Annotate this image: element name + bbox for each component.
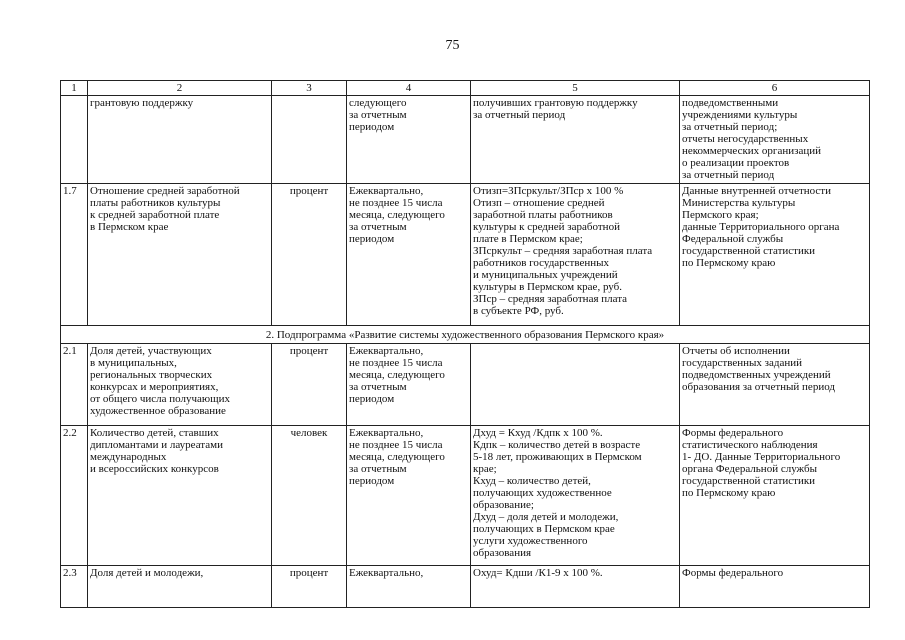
formula-cell: Отизп=ЗПсркульт/ЗПср х 100 % Отизп – отношение средней заработной платы работников культуры к средней заработной плате в Пермском крае; ЗПсркульт – средняя заработная плата работников государственных и муниципальных учреждений культуры в Пермском крае, руб. ЗПср – средняя заработная плата в субъекте РФ, руб. [471, 184, 680, 326]
source-cell: Формы федерального статистического наблюдения 1- ДО. Данные Территориального органа Федеральной службы государственной статистики по Пермскому краю [680, 426, 870, 566]
formula-cell: получивших грантовую поддержку за отчетный период [471, 96, 680, 184]
unit-cell: процент [272, 184, 347, 326]
table-row [61, 426, 870, 566]
source-cell: Данные внутренней отчетности Министерства культуры Пермского края; данные Территориального органа Федеральной службы государственной статистики по Пермскому краю [680, 184, 870, 326]
section-title: 2. Подпрограмма «Развитие системы художественного образования Пермского края» [61, 326, 870, 344]
table-row [61, 344, 870, 426]
periodicity-cell: Ежеквартально, не позднее 15 числа месяца, следующего за отчетным периодом [347, 184, 471, 326]
formula-cell: Дхуд = Кхуд /Кдпк х 100 %. Кдпк – количество детей в возрасте 5-18 лет, проживающих в Пермском крае; Кхуд – количество детей, получающих художественное образование; Дхуд – доля детей и молодежи, получающих в Пермском крае услуги художественного образования [471, 426, 680, 566]
unit-cell: процент [272, 344, 347, 426]
row-number-cell: 1.7 [61, 184, 88, 326]
row-number-cell: 2.1 [61, 344, 88, 426]
indicator-cell: Доля детей, участвующих в муниципальных, региональных творческих конкурсах и мероприятиях, от общего числа получающих художественное образование [88, 344, 272, 426]
indicator-cell: Отношение средней заработной платы работников культуры к средней заработной плате в Пермском крае [88, 184, 272, 326]
row-number-cell: 2.2 [61, 426, 88, 566]
table-header-row [61, 81, 870, 96]
section-row [61, 326, 870, 344]
formula-cell [471, 344, 680, 426]
row-number-cell [61, 96, 88, 184]
table-row [61, 184, 870, 326]
formula-cell: Охуд= Кдши /К1-9 х 100 %. [471, 566, 680, 608]
indicators-table [60, 80, 870, 608]
source-cell: подведомственными учреждениями культуры за отчетный период; отчеты негосударственных некоммерческих организаций о реализации проектов за отчетный период [680, 96, 870, 184]
column-header: 6 [680, 81, 870, 96]
periodicity-cell: Ежеквартально, не позднее 15 числа месяца, следующего за отчетным периодом [347, 426, 471, 566]
column-header: 3 [272, 81, 347, 96]
table-row [61, 566, 870, 608]
unit-cell [272, 96, 347, 184]
indicator-cell: Доля детей и молодежи, [88, 566, 272, 608]
source-cell: Отчеты об исполнении государственных заданий подведомственных учреждений образования за отчетный период [680, 344, 870, 426]
periodicity-cell: следующего за отчетным периодом [347, 96, 471, 184]
periodicity-cell: Ежеквартально, не позднее 15 числа месяца, следующего за отчетным периодом [347, 344, 471, 426]
unit-cell: человек [272, 426, 347, 566]
periodicity-cell: Ежеквартально, [347, 566, 471, 608]
page-number: 75 [445, 38, 460, 53]
column-header: 1 [61, 81, 88, 96]
column-header: 4 [347, 81, 471, 96]
indicator-cell: грантовую поддержку [88, 96, 272, 184]
column-header: 5 [471, 81, 680, 96]
column-header: 2 [88, 81, 272, 96]
table-row [61, 96, 870, 184]
unit-cell: процент [272, 566, 347, 608]
row-number-cell: 2.3 [61, 566, 88, 608]
source-cell: Формы федерального [680, 566, 870, 608]
indicator-cell: Количество детей, ставших дипломантами и лауреатами международных и всероссийских конкурсов [88, 426, 272, 566]
